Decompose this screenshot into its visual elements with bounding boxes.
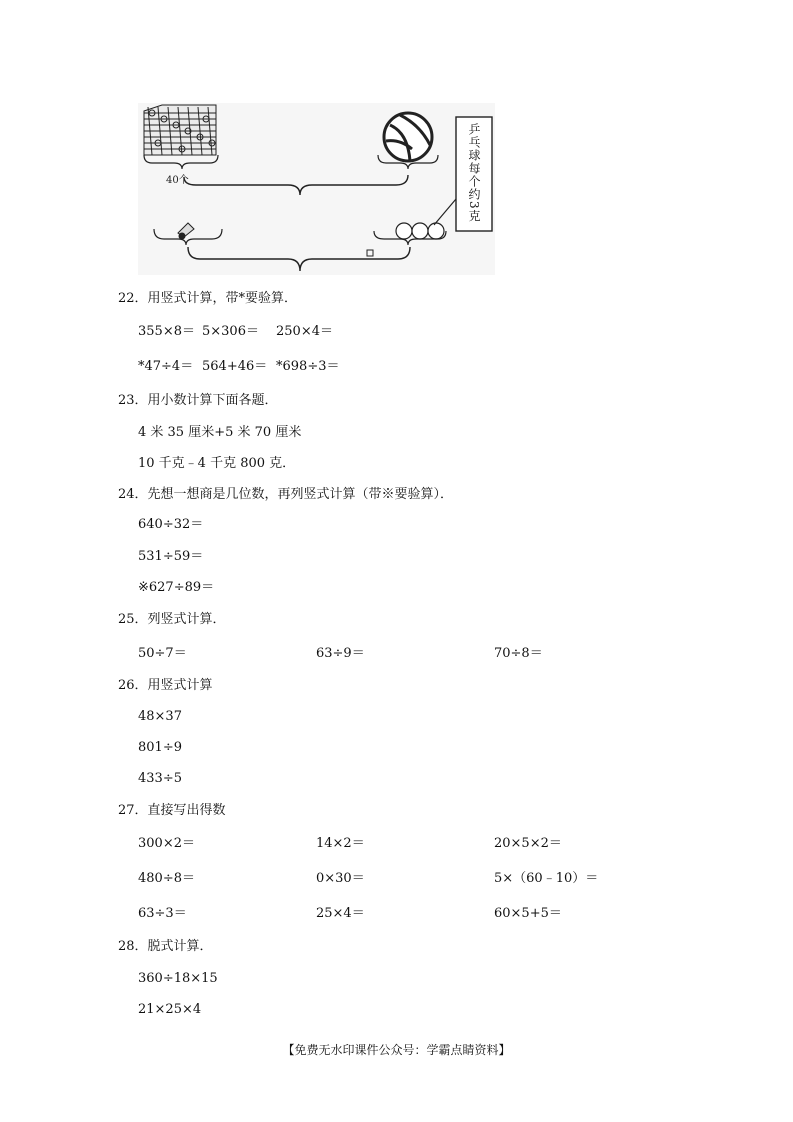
volleyball-icon <box>384 113 432 161</box>
ping-pong-balls-icon <box>396 223 444 239</box>
q27-item: 25×4＝ <box>316 906 365 921</box>
q25-item: 63÷9＝ <box>316 646 365 661</box>
q24-item: 640÷32＝ <box>138 517 204 532</box>
q27-item: 0×30＝ <box>316 871 365 886</box>
q27-item: 300×2＝ <box>138 836 195 851</box>
q23-item: 10 千克﹣4 千克 800 克． <box>138 456 296 471</box>
q22-item: 355×8＝ <box>138 324 195 339</box>
q23-heading: 23．用小数计算下面各题． <box>118 393 278 408</box>
q22-item: *47÷4＝ <box>138 359 194 374</box>
q25-heading: 25．列竖式计算． <box>118 612 226 627</box>
problem-illustration <box>138 103 495 275</box>
q24-item: ※627÷89＝ <box>138 580 215 595</box>
q27-heading: 27．直接写出得数 <box>118 803 226 818</box>
q27-item: 60×5+5＝ <box>494 906 562 921</box>
q24-item: 531÷59＝ <box>138 549 204 564</box>
q27-item: 14×2＝ <box>316 836 365 851</box>
q22-item: 250×4＝ <box>276 324 333 339</box>
q27-item: 63÷3＝ <box>138 906 187 921</box>
q27-item: 480÷8＝ <box>138 871 195 886</box>
q22-heading: 22．用竖式计算，带*要验算． <box>118 291 298 306</box>
illustration-svg <box>138 103 495 275</box>
q24-heading: 24．先想一想商是几位数，再列竖式计算（带※要验算）． <box>118 487 454 502</box>
q28-item: 360÷18×15 <box>138 971 218 986</box>
q27-item: 20×5×2＝ <box>494 836 562 851</box>
page-footer: 【免费无水印课件公众号：学霸点睛资料】 <box>282 1043 511 1057</box>
q25-item: 70÷8＝ <box>494 646 543 661</box>
q26-item: 48×37 <box>138 709 182 724</box>
q26-item: 433÷5 <box>138 771 182 786</box>
q22-item: 564+46＝ <box>202 359 268 374</box>
q22-item: 5×306＝ <box>202 324 259 339</box>
q28-item: 21×25×4 <box>138 1002 202 1017</box>
q28-heading: 28．脱式计算． <box>118 939 213 954</box>
q23-item: 4 米 35 厘米+5 米 70 厘米 <box>138 425 302 440</box>
stack-count-label: 40个 <box>166 175 189 186</box>
note-text: 乒乓球每个约3克 <box>467 123 481 223</box>
q25-item: 50÷7＝ <box>138 646 187 661</box>
q22-item: *698÷3＝ <box>276 359 340 374</box>
q26-item: 801÷9 <box>138 740 182 755</box>
shuttlecock-stack-icon <box>144 105 216 155</box>
q26-heading: 26．用竖式计算 <box>118 678 213 693</box>
q27-item: 5×（60﹣10）＝ <box>494 871 599 886</box>
